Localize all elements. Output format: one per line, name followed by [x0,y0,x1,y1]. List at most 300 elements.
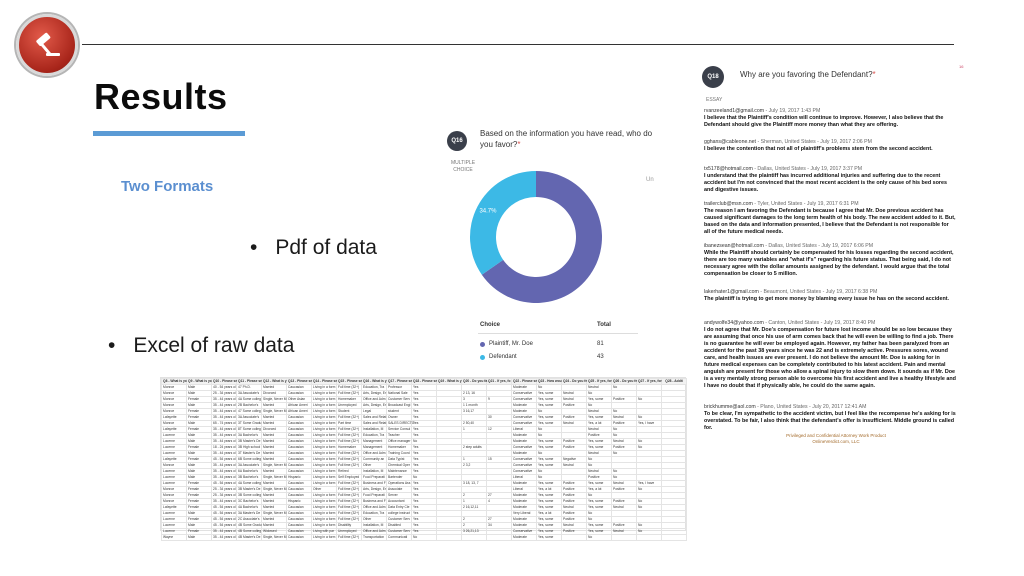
spreadsheet-cell: Married [262,517,287,523]
spreadsheet-cell: Married [262,469,287,475]
spreadsheet-cell: Arts, Design, Er [363,487,387,491]
spreadsheet-cell: Moderate [512,433,537,439]
spreadsheet-cell: Married [262,415,287,421]
spreadsheet-cell: Lucerne [162,469,187,475]
spreadsheet-cell: Business and F [363,499,386,503]
spreadsheet-cell: Female [187,409,212,415]
spreadsheet-cell: 2B Bachelor's [237,403,262,409]
spreadsheet-cell: Other [362,463,387,469]
donut-chart [451,157,634,317]
spreadsheet-cell: Yes, I have [637,481,662,487]
spreadsheet-cell: 2 [462,493,487,499]
spreadsheet-cell: 2 16,12,11 [462,505,487,511]
spreadsheet-cell: Living in a form [313,493,336,497]
spreadsheet-cell: Full time (32+) [337,451,362,457]
spreadsheet-cell: Conservative [512,421,537,427]
spreadsheet-cell: Disabled [387,523,412,529]
spreadsheet-cell: Female [187,457,212,463]
essay-response [704,289,956,303]
spreadsheet-cell: Lafayette [162,415,187,421]
spreadsheet-cell: Yes [412,403,437,409]
spreadsheet-cell: Positive [562,445,587,451]
spreadsheet-cell: 47 Some colleg [238,409,261,413]
gavel-logo [16,14,78,76]
spreadsheet-cell: 15 [487,457,512,463]
spreadsheet-cell: Monroe [162,493,187,499]
spreadsheet-cell: Living in a form [313,439,336,443]
spreadsheet-cell: Neutral [587,409,612,415]
spreadsheet-cell: Neutral [587,451,612,457]
spreadsheet-cell: Positive [562,511,587,517]
spreadsheet-cell: Single, Never M [263,409,287,413]
spreadsheet-cell: Food Preparati [363,475,385,479]
spreadsheet-cell: 35 - 44 years ol [213,439,236,443]
spreadsheet-cell: No [587,391,612,397]
spreadsheet-cell: Caucasian [287,457,312,463]
spreadsheet-cell: Sales and Relat [363,415,387,419]
spreadsheet-cell: Yes, some [587,529,612,535]
spreadsheet-cell: No [637,505,662,511]
respondent-email: rvanzeeland1@gmail.com [704,108,765,114]
response-text: I understand that the plaintiff has incurred additional injuries and suffering due to the recent accident but I'm not convinced that the most recent accident is the only cause of his bed sores and digestive issues. [704,173,948,193]
spreadsheet-cell: Yes, some [537,493,562,499]
title-underline [93,131,245,136]
essay-response [704,404,956,432]
spreadsheet-cell: Female [187,487,212,493]
spreadsheet-cell: No [612,451,637,457]
required-mark: * [517,140,521,149]
spreadsheet-cell: Yes [412,445,437,451]
spreadsheet-cell: No [537,451,562,457]
spreadsheet-cell: Yes [412,451,437,457]
spreadsheet-cell [637,535,662,541]
spreadsheet-cell: No [637,439,662,445]
spreadsheet-cell: Female [187,517,212,523]
spreadsheet-cell: Monroe [162,385,187,391]
response-text: The reason I am favoring the Defendant is because I agree that Mr. Doe previous accident has caused significant damages to the long term health of his body. The new accident added to it. But, based on the data and information presented, I believe that the Defendant is not responsible for all of the future medical needs. [704,208,956,235]
spreadsheet-cell: 35 - 44 years ol [213,397,236,401]
spreadsheet-cell: 35 - 44 years ol [213,535,236,539]
spreadsheet-cell: Yes, some [537,445,562,451]
spreadsheet-cell: No [587,511,612,517]
spreadsheet-cell: 1 [462,457,487,463]
spreadsheet-cell: Office and Adm [363,505,386,509]
spreadsheet-cell: 1 [462,499,487,505]
spreadsheet-cell: Neutral [587,469,612,475]
spreadsheet-cell: 35 - 44 years ol [213,409,236,413]
spreadsheet-cell: No [612,475,637,481]
spreadsheet-cell: Lucerne [162,433,187,439]
essay-response [704,201,956,236]
spreadsheet-cell: Positive [587,433,612,439]
spreadsheet-cell: Installation, M [362,469,387,475]
spreadsheet-header-row [162,379,687,385]
spreadsheet-cell: Female [187,445,212,451]
spreadsheet-cell: Legal [362,409,387,415]
spreadsheet-cell: Yes, some [587,445,612,451]
spreadsheet-cell: 3 18, 13, 7 [462,481,487,487]
spreadsheet-cell: Living in a form [313,385,336,389]
response-meta [704,166,956,173]
confidential-footer [756,433,916,445]
spreadsheet-cell: 2C Associate's [238,517,260,521]
spreadsheet-cell: Conservative [512,463,537,469]
spreadsheet-cell: No [637,445,662,451]
spreadsheet-cell: Conservative [512,529,537,535]
spreadsheet-table [161,378,687,541]
spreadsheet-cell: Female [187,397,212,403]
question-badge-q18: Q18 [702,66,724,88]
spreadsheet-cell: 4A Some colleg [238,397,261,401]
q16-question [480,128,656,150]
response-location-time: - Beaumont, United States - July 19, 2017 6:38 PM [758,289,878,295]
spreadsheet-cell: Male [187,439,212,445]
spreadsheet-cell: 4A Bachelor's [237,505,262,511]
spreadsheet-cell: 25 - 34 years ol [213,391,236,395]
required-mark: * [872,70,876,79]
spreadsheet-cell: Widowed [262,529,287,535]
spreadsheet-cell: Moderate [512,451,537,457]
spreadsheet-cell [437,535,462,541]
spreadsheet-cell: 2 [462,517,487,523]
spreadsheet-cell: Female [187,505,212,511]
spreadsheet-cell: No [537,475,562,481]
spreadsheet-cell: Business and F [363,481,386,485]
spreadsheet-cell: Yes, some [587,439,612,445]
spreadsheet-cell: Part time [337,421,362,427]
slice-percent-label: 65.3% [616,287,634,294]
spreadsheet-header-cell: Q28 - Addit [662,379,687,385]
spreadsheet-cell: Single, Never M [263,487,287,491]
spreadsheet-cell: Moderate [512,493,537,499]
bullet-pdf-text: Pdf of data [275,236,377,259]
spreadsheet-cell: Yes [412,433,437,439]
spreadsheet-cell: Yes, a lot [537,487,562,493]
respondent-email: gghans@cableone.net [704,139,756,145]
spreadsheet-cell: Male [187,391,212,397]
spreadsheet-cell: Married [262,493,287,499]
spreadsheet-header-cell: Q23 - How wou [538,379,562,383]
respondent-email: ibanezsean@hotmail.com [704,243,764,249]
spreadsheet-cell: No [537,385,562,391]
spreadsheet-cell: Liberal [512,475,537,481]
spreadsheet-cell: Yes, some [537,391,562,397]
spreadsheet-cell: 65 - 74 years ol [213,421,236,425]
spreadsheet-cell: Living in a form [313,535,336,539]
spreadsheet-cell: Neutral [562,505,587,511]
table-divider [478,333,638,334]
spreadsheet-cell: 27 [487,493,512,499]
spreadsheet-cell: Married [262,481,287,487]
spreadsheet-cell: student [387,409,412,415]
spreadsheet-cell: Education, Tra [362,385,387,391]
spreadsheet-cell: Full time (32+) [337,487,362,493]
spreadsheet-cell: SALES DIRECTO [388,421,415,425]
spreadsheet-cell: Caucasian [287,493,312,499]
spreadsheet-cell: Living in a form [313,475,336,479]
spreadsheet-cell: Office and Adm [363,529,386,533]
spreadsheet-cell: Single, Never M [263,463,287,467]
spreadsheet-cell: African Ameri [287,403,312,409]
spreadsheet-cell: Conservative [512,391,537,397]
spreadsheet-cell: Divorced [262,427,287,433]
spreadsheet-cell: Caucasian [287,523,312,529]
spreadsheet-cell: Positive [562,403,587,409]
spreadsheet-cell: 1 1 month [462,403,487,409]
spreadsheet-cell: Neutral [562,523,587,529]
spreadsheet-cell: Living in a form [313,415,336,419]
spreadsheet-cell: 35 - 44 years ol [213,415,236,419]
choice-label: Defendant [489,354,517,360]
spreadsheet-header-cell: Q13 - Please se [288,379,313,383]
slice-percent-label: 34.7% [479,208,497,215]
spreadsheet-cell: Lucerne [162,517,187,523]
spreadsheet-cell: Self Employed [337,475,362,481]
spreadsheet-cell: Yes [412,499,437,505]
response-meta [704,108,956,115]
spreadsheet-cell: Caucasian [287,529,312,535]
spreadsheet-cell: 2 50,40 [462,421,487,427]
spreadsheet-cell: Single, Never M [263,511,287,515]
spreadsheet-cell: 35 - 44 years ol [213,427,236,431]
choice-column-header: Choice [480,322,501,328]
response-location-time: - Dallas, United States - July 19, 2017 3:37 PM [752,166,863,172]
spreadsheet-cell: Married [262,499,287,505]
spreadsheet-cell: 6B Some colleg [238,457,262,461]
spreadsheet-cell: 3A Bachelor's [237,433,262,439]
spreadsheet-cell: Neutral [587,427,612,433]
spreadsheet-cell: Yes [412,409,437,415]
spreadsheet-header-cell: Q8 - What is yo [163,379,187,383]
spreadsheet-cell: Female [187,427,212,433]
spreadsheet-cell: No [412,439,437,445]
spreadsheet-cell: 4B Some colleg [238,529,262,533]
spreadsheet-cell: 35 - 44 years ol [213,403,236,407]
spreadsheet-cell: 27 [487,517,512,523]
spreadsheet-cell: Lucerne [162,481,187,487]
spreadsheet-cell: Conservative [512,457,537,463]
spreadsheet-cell: Male [187,463,212,469]
spreadsheet-cell: No [537,433,562,439]
spreadsheet-cell: Female [187,493,212,499]
spreadsheet-cell: Caucasian [287,433,312,439]
spreadsheet-cell: 45 - 54 years ol [213,457,236,461]
response-meta [704,139,956,146]
essay-response [704,243,956,278]
respondent-email: brickhumme@aol.com [704,404,756,410]
spreadsheet-cell: Caucasian [287,535,312,541]
spreadsheet-cell: No [537,409,562,415]
spreadsheet-cell: No [612,433,637,439]
response-text: To be clear, I'm sympathetic to the accident victim, but I feel like the recompense he's asking for is overstated. To be fair, I also think that the defendant's offer is insufficient. Middle ground is called for. [704,411,956,431]
spreadsheet-cell: 45 - 54 years ol [213,517,236,521]
spreadsheet-cell: Living with par [312,529,337,535]
question-type-line-1: MULTIPLE [450,160,476,166]
spreadsheet-cell: Moderate [512,499,537,505]
spreadsheet-header-cell: Q15 - Please se [338,379,363,383]
spreadsheet-cell: Yes [412,397,437,403]
spreadsheet-cell: Neutral [562,391,587,397]
spreadsheet-cell [662,535,687,541]
spreadsheet-header-cell: Q19 - What is y [438,379,462,383]
spreadsheet-cell: Full time (32+) [337,415,362,421]
spreadsheet-cell: Yes [412,481,437,487]
spreadsheet-cell: No [637,487,662,493]
spreadsheet-cell: Living in a form [313,391,336,395]
spreadsheet-cell: Teacher [387,433,412,439]
spreadsheet-cell: 25 - 34 years ol [213,487,236,491]
spreadsheet-cell: 3B Some colleg [238,493,262,497]
spreadsheet-cell: Positive [612,445,637,451]
spreadsheet-cell: Yes, some [587,499,612,505]
spreadsheet-cell: Wayne [162,535,187,541]
bullet-dot: • [108,334,116,357]
spreadsheet-header-cell: Q22 - Please se [513,379,538,383]
spreadsheet-cell: Caucasian [287,469,312,475]
spreadsheet-cell: Neutral [562,397,587,403]
spreadsheet-cell: Living in a form [313,505,336,509]
spreadsheet-cell: No [637,523,662,529]
response-location-time: - Canton, United States - July 19, 2017 8:40 PM [763,320,876,326]
spreadsheet-cell: Caucasian [287,385,312,391]
spreadsheet-cell: Unemployed [337,403,362,409]
spreadsheet-cell [487,535,512,541]
spreadsheet-cell: Yes, I have [637,421,662,427]
spreadsheet-cell: No [612,427,637,433]
bullet-dot: • [250,236,258,259]
spreadsheet-cell: 30 [487,415,512,421]
spreadsheet-cell: Full time (32+) [337,505,362,511]
spreadsheet-header-cell: Q25 - If yes, for [588,379,612,383]
spreadsheet-cell: Yes [412,523,437,529]
spreadsheet-cell: 1 [462,427,487,433]
raw-data-spreadsheet [160,377,686,539]
spreadsheet-cell: 3 26,21,13 [462,529,487,535]
spreadsheet-cell: 35 - 44 years ol [213,469,236,473]
spreadsheet-cell: Service Consul [388,427,411,431]
bullet-excel [108,334,294,358]
spreadsheet-cell: Living in a form [313,511,336,515]
choice-row [480,354,517,360]
spreadsheet-cell: Male [187,469,212,475]
spreadsheet-cell: 4B Master's De [238,535,261,539]
response-meta [704,243,956,250]
respondent-email: lakerhater1@gmail.com [704,289,759,295]
spreadsheet-cell: Monroe [162,487,187,493]
spreadsheet-cell: 3T Master's De [238,451,261,455]
spreadsheet-cell: Hispanic [287,499,312,505]
spreadsheet-cell: 35 - 44 years ol [213,499,236,503]
spreadsheet-header-cell: Q24 - Do you fe [563,379,588,383]
spreadsheet-cell: 3B Bachelor's [237,475,262,481]
spreadsheet-cell: Female [187,481,212,487]
spreadsheet-cell: Neutral [612,529,637,535]
essay-response [704,108,956,129]
spreadsheet-cell: Positive [562,415,587,421]
spreadsheet-cell: 45 - 54 years ol [213,523,236,527]
spreadsheet-cell: No [587,517,612,523]
footer-line-1: Privileged and Confidential Attorney Work Product [786,433,886,438]
spreadsheet-cell: 2 step adults [462,445,487,451]
spreadsheet-cell: Moderate [512,439,537,445]
spreadsheet-cell: Single, Never M [263,397,287,401]
total-column-header: Total [597,322,611,328]
spreadsheet-cell: Yes, some [587,481,612,487]
spreadsheet-cell: Lafayette [162,457,187,463]
spreadsheet-cell: Living in a form [313,421,336,425]
spreadsheet-cell: No [587,493,612,499]
spreadsheet-cell: 9 [487,397,512,403]
spreadsheet-cell: 2 [462,523,487,529]
spreadsheet-cell: Data Entry Cle [387,505,412,511]
footer-line-2: OnlineVerdict.com, LLC [812,439,860,444]
spreadsheet-cell: Yes [412,427,437,433]
spreadsheet-cell: Yes [412,385,437,391]
spreadsheet-cell: Transportation [362,535,387,541]
spreadsheet-cell: Living in a form [313,397,336,401]
response-location-time: - Sherman, United States - July 19, 2017 2:06 PM [756,139,872,145]
spreadsheet-cell: No [537,469,562,475]
spreadsheet-cell: Moderate [512,385,537,391]
spreadsheet-cell: Very Liberal [512,511,537,517]
legend-swatch [480,355,485,360]
spreadsheet-cell: Caucasian [287,451,312,457]
spreadsheet-cell: Yes, a lot [587,487,612,493]
spreadsheet-cell: Yes, some [537,439,562,445]
spreadsheet-cell: Neutral [612,505,637,511]
header-rule [82,44,954,45]
response-location-time: - Tyler, United States - July 19, 2017 6:31 PM [752,201,859,207]
spreadsheet-cell: Lucerne [162,529,187,535]
spreadsheet-cell: 35 - 44 years ol [213,463,236,467]
spreadsheet-cell: 3 [462,397,487,403]
spreadsheet-cell: Owner [387,415,412,421]
spreadsheet-cell: Monroe [162,499,187,505]
spreadsheet-cell: Divorced [262,391,287,397]
spreadsheet-cell: No [587,403,612,409]
spreadsheet-cell: Negative [562,457,587,463]
slide-title: Results [94,76,228,117]
spreadsheet-cell: Female [187,415,212,421]
spreadsheet-header-cell: Q10 - Please se [213,379,238,383]
choice-total: 81 [597,341,604,347]
spreadsheet-cell: Customer Serv [388,397,410,401]
spreadsheet-cell: No [587,463,612,469]
choice-label: Plaintiff, Mr. Doe [489,341,533,347]
spreadsheet-cell: Monroe [162,409,187,415]
spreadsheet-cell: Chemical Oper [388,463,410,467]
spreadsheet-cell: Full time (32+) [337,463,362,469]
spreadsheet-cell: Yes [412,391,437,397]
spreadsheet-cell: Female [187,499,212,505]
spreadsheet-cell: Office and Adm [363,451,386,455]
spreadsheet-header-cell: Q11 - Please se [238,379,263,383]
spreadsheet-cell: Yes [412,517,437,523]
response-text: I believe the contention that not all of plaintiff's problems stem from the second accident. [704,146,933,152]
spreadsheet-cell: Lucerne [162,439,187,445]
spreadsheet-cell: Positive [612,487,637,493]
spreadsheet-header-cell: Q17 - Please se [388,379,413,383]
spreadsheet-cell: 34 [487,523,512,529]
spreadsheet-cell: Yes, some [537,481,562,487]
spreadsheet-cell: Married [262,451,287,457]
spreadsheet-cell: Lafayette [162,505,187,511]
spreadsheet-cell: Monroe [162,421,187,427]
spreadsheet-cell: Positive [562,481,587,487]
spreadsheet-cell: Full time (32+) [337,427,362,433]
spreadsheet-cell: Living in a form [313,427,336,431]
spreadsheet-cell: Yes, some [537,517,562,523]
